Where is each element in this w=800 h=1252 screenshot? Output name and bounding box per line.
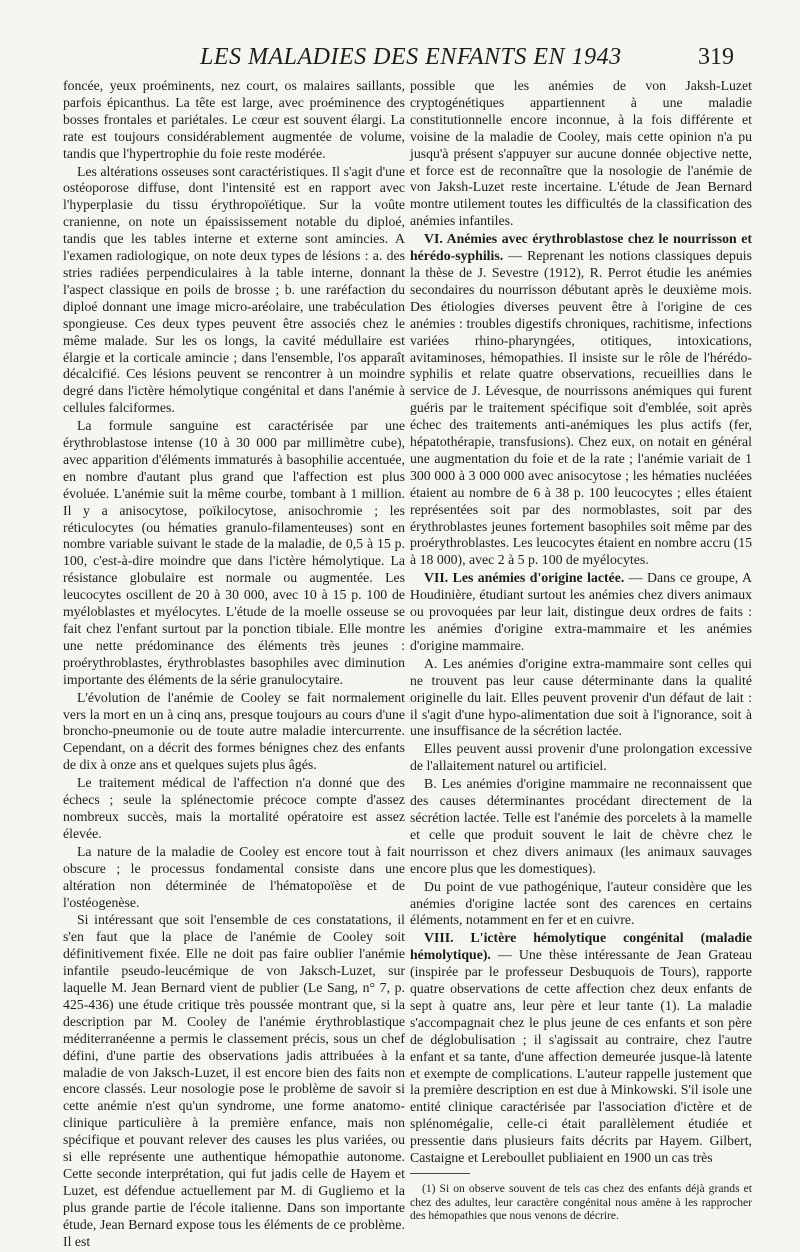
paragraph: possible que les anémies de von Jaksh-Luzet cryptogénétiques appartiennent à une maladie constitutionnelle encore inconnue, à la fois différente et voisine de la maladie de Cooley, mais cette opinion n'a pu jusqu'à présent s'appuyer sur aucune donnée objective nette, et force est de reconnaître que la nosologie de l'anémie de von Jaksh-Luzet reste incertaine. L'étude de Jean Bernard montre utilement toutes les difficultés de la classification des anémies infantiles. [410,78,752,229]
section-viii [410,930,752,1167]
section-body: — Une thèse intéressante de Jean Grateau (inspirée par le professeur Desbuquois de Tours), rapporte quatre observations de cette affection chez deux enfants de sept à quatre ans, leur père et leur tante (1). La maladie s'accompagnait chez le plus jeune de ces enfants et son père de déglobulisation ; il s'agissait au contraire, chez l'autre enfant et sa tante, d'une affection demeurée jusque-là latente et exempte de complications. L'auteur rappelle justement que la première description en est due à Minkowski. S'il isole une entité clinique caractérisée par l'association d'ictère et de splénomégalie, celle-ci était parallèlement étudiée et pressentie dans plusieurs faits décrits par Hayem. Gilbert, Castaigne et Lereboullet publiaient en 1900 un cas très [410,947,753,1166]
section-heading: VIII. L'ictère hémolytique congénital (maladie hémolytique). [410,930,752,963]
section-heading: VII. Les anémies d'origine lactée. [424,570,625,586]
section-vi [410,231,752,569]
section-body: — Reprenant les notions classiques depuis la thèse de J. Sevestre (1912), R. Perrot étudie les anémies secondaires du nourrisson débutant après le deuxième mois. Des étiologies diverses peuvent être à l'origine de ces anémies : troubles digestifs chroniques, rachitisme, infections variées rhino-pharyngées, otitiques, intoxications, avitaminoses, hémopathies. Il insiste sur le rôle de l'hérédo-syphilis et relate quatre observations, recueillies dans le service de J. Lévesque, de nourrissons anémiques qui furent guéris par le traitement spécifique soit d'emblée, soit après échec des traitements anti-anémiques les plus actifs (fer, hépatothérapie, transfusions). Chez eux, on notait en général une augmentation du foie et de la rate ; l'anémie variait de 1 300 000 à 3 000 000 avec anisocytose ; les hématies nucléées étaient au nombre de 6 à 38 p. 100 leucocytes ; elles étaient représentées soit par des normoblastes, soit par des érythroblastes jeunes fortement basophiles soit même par des proérythroblastes. Les leucocytes étaient en nombre accru (15 à 18 000), avec 2 à 5 p. 100 de myélocytes. [410,248,752,568]
paragraph: Du point de vue pathogénique, l'auteur considère que les anémies d'origine lactée sont des carences en certains éléments, notamment en fer et en cuivre. [410,878,752,928]
paragraph: Le traitement médical de l'affection n'a donné que des échecs ; seule la splénectomie précoce compte d'assez nombreux succès, mais la mortalité opératoire est assez élevée. [63,775,405,841]
paragraph: B. Les anémies d'origine mammaire ne reconnaissent que des causes déterminantes procédant directement de la sécrétion lactée. Telle est l'anémie des porcelets à la mamelle et celle que produit souvent le lait de chèvre chez le nourrisson et chez divers animaux (les animaux sauvages encore plus que les domestiques). [410,776,752,876]
paragraph: Si intéressant que soit l'ensemble de ces constatations, il s'en faut que la place de l'anémie de Cooley soit définitivement fixée. Elle ne doit pas faire oublier l'anémie infantile pseudo-leucémique de von Jaksch-Luzet, sur laquelle M. Jean Bernard vient de publier (Le Sang, n° 7, p. 425-436) une étude critique très poussée montrant que, si la description par M. Cooley de l'anémie érythroblastique méditerranéenne a permis le classement précis, sous un chef défini, d'une partie des observations jadis attribuées à la maladie de von Jaksch-Luzet, il est encore bien des faits non encore classés. Leur nosologie pose le problème de savoir si cette anémie n'est qu'un syndrome, une forme anatomo-clinique particulière à la première enfance, mais non spécifique et pouvant relever des causes les plus variées, ou si elle représente une authentique hémopathie autonome. Cette seconde interprétation, qui fut jadis celle de Hayem et Luzet, est défendue actuellement par M. di Gugliemo et la plus grande partie de l'école italienne. Dans son importante étude, Jean Bernard expose tous les éléments de ce problème. Il est [63,912,405,1249]
footnote-rule [410,1173,470,1174]
section-vii [410,570,752,655]
paragraph: La formule sanguine est caractérisée par une érythroblastose intense (10 à 30 000 par millimètre cube), avec apparition d'éléments immaturés à basophilie accentuée, en nombre d'autant plus grand que l'affection est plus évoluée. L'anémie suit la même courbe, tombant à 1 million. Il y a anisocytose, poïkilocytose, anisochromie ; les réticulocytes (ou hématies granulo-filamenteuses) sont en nombre variable suivant le stade de la maladie, de 0,5 à 15 p. 100, c'est-à-dire moindre que dans l'ictère hémolytique. La résistance globulaire est normale ou augmentée. Les leucocytes oscillent de 20 à 30 000, avec 10 à 15 p. 100 de myéloblastes et myélocytes. L'étude de la moelle osseuse se fait chez l'enfant surtout par la ponction tibiale. Elle montre une nette prédominance des éléments très jeunes : proérythroblastes, érythroblastes basophiles avec diminution importante des éléments de la série granulocytaire. [63,418,405,687]
section-heading: VI. Anémies avec érythroblastose chez le nourrisson et hérédo-syphilis. [410,231,752,264]
right-column [410,78,752,1224]
paragraph: Les altérations osseuses sont caractéristiques. Il s'agit d'une ostéoporose diffuse, dont l'intensité est en rapport avec l'hyperplasie du tissu érythropoïétique. Sur la voûte cranienne, on note un épaississement notable du diploé, tandis que les tables interne et externe sont amincies. A l'examen radiologique, on note deux types de lésions : a. des stries radiées perpendiculaires à la table interne, donnant l'aspect classique en poils de brosse ; b. une raréfaction du diploé donnant une image micro-aréolaire, une trabéculation spongieuse. Ces deux types peuvent être associés chez le même malade. Sur les os longs, la cavité médullaire est élargie et la corticale amincie ; dans l'ensemble, l'os apparaît décalcifié. Ces lésions peuvent se rencontrer à un moindre degré dans l'ictère hémolytique congénital et dans l'anémie à cellules falciformes. [63,163,405,416]
section-body: — Dans ce groupe, A Houdinière, étudiant surtout les anémies chez divers animaux ou provoquées par leur lait, distingue deux ordres de faits : les anémies d'origine extra-mammaire et les anémies d'origine mammaire. [410,570,752,653]
paragraph: L'évolution de l'anémie de Cooley se fait normalement vers la mort en un à cinq ans, presque toujours au cours d'une broncho-pneumonie ou de toute autre maladie intercurrente. Cependant, on a décrit des formes bénignes chez des enfants de dix à onze ans et quelques sujets plus âgés. [63,689,405,773]
left-column [63,78,405,1252]
paragraph: Elles peuvent aussi provenir d'une prolongation excessive de l'allaitement naturel ou artificiel. [410,741,752,774]
page-header [60,44,740,76]
paragraph: A. Les anémies d'origine extra-mammaire sont celles qui ne trouvent pas leur cause déterminante dans la qualité originelle du lait. Elles peuvent provenir d'un défaut de lait : il s'agit d'une hypo-alimentation due soit à l'ignorance, soit à une insuffisance de la sécrétion lactée. [410,655,752,739]
paragraph: La nature de la maladie de Cooley est encore tout à fait obscure ; le processus fondamental consiste dans une altération non déterminée de l'hématopoïèse et de l'ostéogenèse. [63,843,405,910]
running-title: LES MALADIES DES ENFANTS EN 1943 [200,44,622,70]
paragraph: foncée, yeux proéminents, nez court, os malaires saillants, parfois épicanthus. La tête est large, avec proéminence des bosses frontales et pariétales. Le cœur est souvent élargi. La rate est toujours considérablement augmentée de volume, tandis que l'hypertrophie du foie reste modérée. [63,78,405,161]
page-number: 319 [698,44,734,70]
footnote: (1) Si on observe souvent de tels cas chez des enfants déjà grands et chez des adultes, leur caractère congénital nous amène à les rapprocher des hémopathies que nous venons de décrire. [410,1182,752,1223]
